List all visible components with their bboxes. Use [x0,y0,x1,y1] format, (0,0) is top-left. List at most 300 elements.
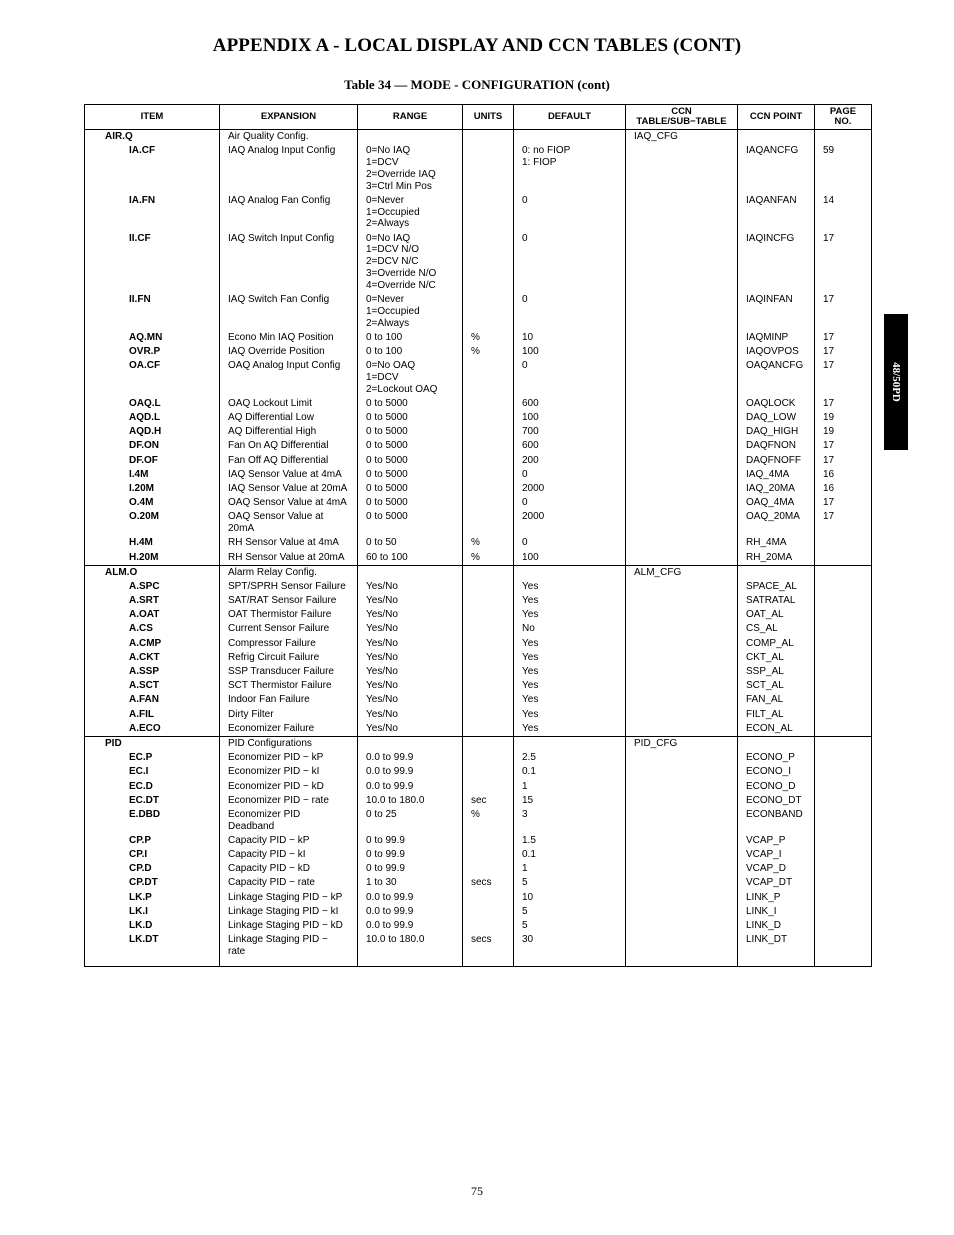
units-cell: % [463,551,514,566]
units-cell [463,130,514,145]
page-cell [815,919,872,933]
default-cell: 1 [514,780,626,794]
table-body [85,130,872,967]
units-cell [463,397,514,411]
expansion-cell: Economizer PID Deadband [220,808,358,834]
ccn-point-cell: COMP_AL [738,637,815,651]
ccn-point-cell: IAQ_4MA [738,468,815,482]
item-cell: A.SRT [85,594,220,608]
item-cell: EC.I [85,765,220,779]
range-cell: 0 to 5000 [358,454,463,468]
expansion-cell: Capacity PID − kI [220,848,358,862]
default-cell: 5 [514,919,626,933]
header-units: UNITS [463,105,514,130]
units-cell: secs [463,933,514,966]
expansion-cell: Fan Off AQ Differential [220,454,358,468]
expansion-cell: IAQ Sensor Value at 20mA [220,482,358,496]
default-cell: 2.5 [514,751,626,765]
table-row [85,834,872,848]
item-cell: E.DBD [85,808,220,834]
expansion-cell: IAQ Analog Fan Config [220,194,358,232]
table-row [85,293,872,331]
ccn-point-cell: OAQ_4MA [738,496,815,510]
range-cell: 10.0 to 180.0 [358,933,463,966]
ccn-table-cell [626,780,738,794]
page-cell: 17 [815,345,872,359]
ccn-point-cell: LINK_DT [738,933,815,966]
ccn-table-cell [626,496,738,510]
page-cell [815,130,872,145]
units-cell [463,905,514,919]
range-cell: 0 to 25 [358,808,463,834]
page-cell [815,651,872,665]
ccn-table-cell [626,876,738,890]
item-cell: A.ECO [85,722,220,737]
default-cell: 100 [514,411,626,425]
page-cell [815,637,872,651]
table-row [85,454,872,468]
range-cell: 0.0 to 99.9 [358,919,463,933]
table-row [85,510,872,536]
page-cell [815,736,872,751]
ccn-point-cell: ECONO_D [738,780,815,794]
ccn-point-cell: OAQLOCK [738,397,815,411]
ccn-table-cell [626,765,738,779]
page-cell: 17 [815,331,872,345]
header-ccn-table: CCN TABLE/SUB−TABLE [626,105,738,130]
default-cell: 0: no FIOP 1: FIOP [514,144,626,194]
units-cell [463,751,514,765]
units-cell [463,144,514,194]
table-row [85,468,872,482]
page-cell: 17 [815,293,872,331]
units-cell [463,565,514,580]
range-cell: 0 to 50 [358,536,463,550]
page-cell [815,693,872,707]
expansion-cell: Economizer PID − kP [220,751,358,765]
expansion-cell: Capacity PID − rate [220,876,358,890]
range-cell: 0 to 99.9 [358,834,463,848]
item-cell: LK.I [85,905,220,919]
page-cell [815,780,872,794]
ccn-table-cell [626,468,738,482]
expansion-cell: Compressor Failure [220,637,358,651]
range-cell: 0 to 100 [358,331,463,345]
expansion-cell: Fan On AQ Differential [220,439,358,453]
expansion-cell: Linkage Staging PID − kP [220,891,358,905]
ccn-point-cell: ECONO_I [738,765,815,779]
page-cell [815,679,872,693]
units-cell [463,622,514,636]
ccn-point-cell: DAQ_LOW [738,411,815,425]
item-cell: AQ.MN [85,331,220,345]
ccn-point-cell: RH_20MA [738,551,815,566]
range-cell: 0 to 5000 [358,439,463,453]
table-row [85,919,872,933]
item-cell: OVR.P [85,345,220,359]
ccn-table-cell: IAQ_CFG [626,130,738,145]
ccn-point-cell: DAQFNON [738,439,815,453]
item-cell: EC.P [85,751,220,765]
ccn-table-cell [626,232,738,293]
units-cell [463,651,514,665]
ccn-table-cell [626,751,738,765]
ccn-table-cell [626,708,738,722]
range-cell: 0=Never 1=Occupied 2=Always [358,293,463,331]
ccn-point-cell: FAN_AL [738,693,815,707]
ccn-table-cell [626,411,738,425]
units-cell [463,232,514,293]
page-cell: 16 [815,468,872,482]
table-row [85,794,872,808]
units-cell [463,665,514,679]
ccn-point-cell: DAQ_HIGH [738,425,815,439]
range-cell: Yes/No [358,693,463,707]
expansion-cell: Linkage Staging PID − kD [220,919,358,933]
item-cell: AQD.L [85,411,220,425]
ccn-point-cell: IAQANFAN [738,194,815,232]
default-cell: Yes [514,608,626,622]
table-row [85,765,872,779]
table-row [85,679,872,693]
default-cell: Yes [514,594,626,608]
units-cell [463,736,514,751]
expansion-cell: Capacity PID − kP [220,834,358,848]
units-cell [463,765,514,779]
ccn-table-cell [626,933,738,966]
range-cell: 0=No OAQ 1=DCV 2=Lockout OAQ [358,359,463,397]
item-cell: CP.I [85,848,220,862]
units-cell [463,848,514,862]
page-cell [815,848,872,862]
item-cell: PID [85,736,220,751]
ccn-point-cell: ECONO_DT [738,794,815,808]
ccn-point-cell: VCAP_D [738,862,815,876]
ccn-table-cell [626,665,738,679]
page-cell [815,722,872,737]
ccn-point-cell: OAQ_20MA [738,510,815,536]
default-cell: 0 [514,536,626,550]
page-cell: 14 [815,194,872,232]
ccn-table-cell [626,722,738,737]
table-row [85,651,872,665]
table-row [85,780,872,794]
ccn-table-cell: ALM_CFG [626,565,738,580]
default-cell: 0 [514,468,626,482]
expansion-cell: OAQ Lockout Limit [220,397,358,411]
expansion-cell: AQ Differential High [220,425,358,439]
expansion-cell: RH Sensor Value at 4mA [220,536,358,550]
range-cell: 0 to 5000 [358,510,463,536]
units-cell: % [463,345,514,359]
header-range: RANGE [358,105,463,130]
table-row [85,693,872,707]
page-cell: 19 [815,425,872,439]
page-cell [815,808,872,834]
ccn-point-cell [738,130,815,145]
item-cell: A.SCT [85,679,220,693]
side-tab [884,314,908,450]
default-cell: 0.1 [514,765,626,779]
ccn-table-cell [626,622,738,636]
table-row [85,933,872,966]
item-cell: A.SSP [85,665,220,679]
ccn-point-cell: SATRATAL [738,594,815,608]
page-number: 75 [471,1184,483,1198]
page-cell [815,536,872,550]
range-cell [358,565,463,580]
range-cell: 0 to 100 [358,345,463,359]
expansion-cell: Current Sensor Failure [220,622,358,636]
default-cell: 10 [514,331,626,345]
item-cell: A.CS [85,622,220,636]
units-cell [463,293,514,331]
units-cell: sec [463,794,514,808]
range-cell [358,736,463,751]
range-cell: 0 to 5000 [358,425,463,439]
item-cell: ALM.O [85,565,220,580]
item-cell: LK.D [85,919,220,933]
table-row [85,232,872,293]
page-cell [815,594,872,608]
item-cell: AQD.H [85,425,220,439]
range-cell: 0 to 5000 [358,397,463,411]
ccn-table-cell [626,439,738,453]
page-cell: 17 [815,397,872,411]
units-cell [463,510,514,536]
item-cell: I.20M [85,482,220,496]
item-cell: I.4M [85,468,220,482]
expansion-cell: Alarm Relay Config. [220,565,358,580]
table-row [85,345,872,359]
ccn-point-cell: ECONBAND [738,808,815,834]
ccn-table-cell [626,194,738,232]
ccn-table-cell [626,331,738,345]
header-item: ITEM [85,105,220,130]
ccn-point-cell: SCT_AL [738,679,815,693]
default-cell: 10 [514,891,626,905]
table-row [85,359,872,397]
units-cell [463,919,514,933]
range-cell: 0.0 to 99.9 [358,905,463,919]
table-row [85,580,872,594]
units-cell: % [463,808,514,834]
table-group-row [85,736,872,751]
ccn-point-cell: IAQ_20MA [738,482,815,496]
header-expansion: EXPANSION [220,105,358,130]
item-cell: A.OAT [85,608,220,622]
table-row [85,194,872,232]
default-cell: 0 [514,194,626,232]
ccn-point-cell: IAQANCFG [738,144,815,194]
range-cell: 0.0 to 99.9 [358,891,463,905]
page-cell [815,551,872,566]
range-cell: Yes/No [358,594,463,608]
range-cell: Yes/No [358,708,463,722]
ccn-table-cell [626,848,738,862]
default-cell [514,565,626,580]
default-cell: 0.1 [514,848,626,862]
expansion-cell: Indoor Fan Failure [220,693,358,707]
ccn-point-cell: FILT_AL [738,708,815,722]
expansion-cell: SCT Thermistor Failure [220,679,358,693]
ccn-table-cell [626,637,738,651]
table-row [85,608,872,622]
expansion-cell: OAQ Sensor Value at 20mA [220,510,358,536]
default-cell: 3 [514,808,626,834]
table-row [85,665,872,679]
table-title: Table 34 — MODE - CONFIGURATION (cont) [344,77,610,92]
ccn-table-cell [626,580,738,594]
default-cell: 600 [514,439,626,453]
item-cell: DF.OF [85,454,220,468]
ccn-point-cell: VCAP_DT [738,876,815,890]
units-cell [463,359,514,397]
table-row [85,808,872,834]
default-cell: 0 [514,293,626,331]
ccn-table-cell [626,425,738,439]
units-cell: % [463,331,514,345]
item-cell: CP.D [85,862,220,876]
item-cell: LK.DT [85,933,220,966]
units-cell [463,637,514,651]
default-cell: Yes [514,708,626,722]
item-cell: A.CKT [85,651,220,665]
ccn-table-cell [626,862,738,876]
page-cell [815,862,872,876]
table-header-row [85,105,872,130]
ccn-point-cell: CKT_AL [738,651,815,665]
units-cell [463,594,514,608]
table-row [85,482,872,496]
ccn-point-cell: LINK_D [738,919,815,933]
expansion-cell: SAT/RAT Sensor Failure [220,594,358,608]
ccn-table-cell [626,594,738,608]
ccn-table-cell [626,359,738,397]
item-cell: AIR.Q [85,130,220,145]
table-row [85,848,872,862]
range-cell: Yes/No [358,651,463,665]
page-title: APPENDIX A - LOCAL DISPLAY AND CCN TABLES (CONT) [212,35,742,56]
item-cell: EC.DT [85,794,220,808]
ccn-point-cell: VCAP_I [738,848,815,862]
page-cell [815,794,872,808]
page-cell [815,765,872,779]
expansion-cell: Capacity PID − kD [220,862,358,876]
page-cell [815,665,872,679]
units-cell: secs [463,876,514,890]
ccn-point-cell: CS_AL [738,622,815,636]
units-cell: % [463,536,514,550]
table-row [85,905,872,919]
expansion-cell: Linkage Staging PID − kI [220,905,358,919]
ccn-table-cell [626,679,738,693]
range-cell: Yes/No [358,608,463,622]
default-cell: 2000 [514,482,626,496]
default-cell: 1 [514,862,626,876]
configuration-table [84,104,872,967]
ccn-table-cell [626,794,738,808]
default-cell: 700 [514,425,626,439]
item-cell: OA.CF [85,359,220,397]
page-cell: 17 [815,439,872,453]
ccn-table-cell [626,536,738,550]
default-cell: 2000 [514,510,626,536]
expansion-cell: IAQ Sensor Value at 4mA [220,468,358,482]
ccn-point-cell: LINK_P [738,891,815,905]
item-cell: H.4M [85,536,220,550]
header-ccn-point: CCN POINT [738,105,815,130]
table-row [85,876,872,890]
units-cell [463,679,514,693]
expansion-cell: Economizer Failure [220,722,358,737]
default-cell: 30 [514,933,626,966]
table-row [85,891,872,905]
page-cell [815,708,872,722]
table-row [85,722,872,737]
ccn-table-cell [626,397,738,411]
expansion-cell: PID Configurations [220,736,358,751]
ccn-point-cell: OAT_AL [738,608,815,622]
expansion-cell: Econo Min IAQ Position [220,331,358,345]
expansion-cell: OAQ Sensor Value at 4mA [220,496,358,510]
ccn-point-cell: IAQOVPOS [738,345,815,359]
page-cell: 17 [815,496,872,510]
item-cell: CP.P [85,834,220,848]
ccn-point-cell: SPACE_AL [738,580,815,594]
default-cell [514,736,626,751]
item-cell: CP.DT [85,876,220,890]
expansion-cell: OAQ Analog Input Config [220,359,358,397]
page-cell: 59 [815,144,872,194]
units-cell [463,411,514,425]
expansion-cell: IAQ Switch Input Config [220,232,358,293]
page-cell: 17 [815,510,872,536]
units-cell [463,439,514,453]
units-cell [463,194,514,232]
table-row [85,411,872,425]
ccn-point-cell [738,736,815,751]
item-cell: EC.D [85,780,220,794]
range-cell: 0.0 to 99.9 [358,780,463,794]
ccn-table-cell [626,482,738,496]
range-cell: 0 to 5000 [358,482,463,496]
range-cell: 0.0 to 99.9 [358,765,463,779]
page-cell [815,751,872,765]
default-cell: 600 [514,397,626,411]
default-cell: 0 [514,359,626,397]
table-row [85,439,872,453]
range-cell: 0 to 5000 [358,496,463,510]
ccn-table-cell [626,919,738,933]
page-cell [815,933,872,966]
default-cell: Yes [514,693,626,707]
expansion-cell: SSP Transducer Failure [220,665,358,679]
table-row [85,144,872,194]
default-cell: 5 [514,876,626,890]
ccn-point-cell: ECONO_P [738,751,815,765]
units-cell [463,482,514,496]
table-row [85,551,872,566]
ccn-table-cell [626,651,738,665]
default-cell: 1.5 [514,834,626,848]
ccn-point-cell: IAQINFAN [738,293,815,331]
default-cell: 200 [514,454,626,468]
units-cell [463,468,514,482]
default-cell: 0 [514,496,626,510]
page-cell [815,565,872,580]
table-row [85,331,872,345]
